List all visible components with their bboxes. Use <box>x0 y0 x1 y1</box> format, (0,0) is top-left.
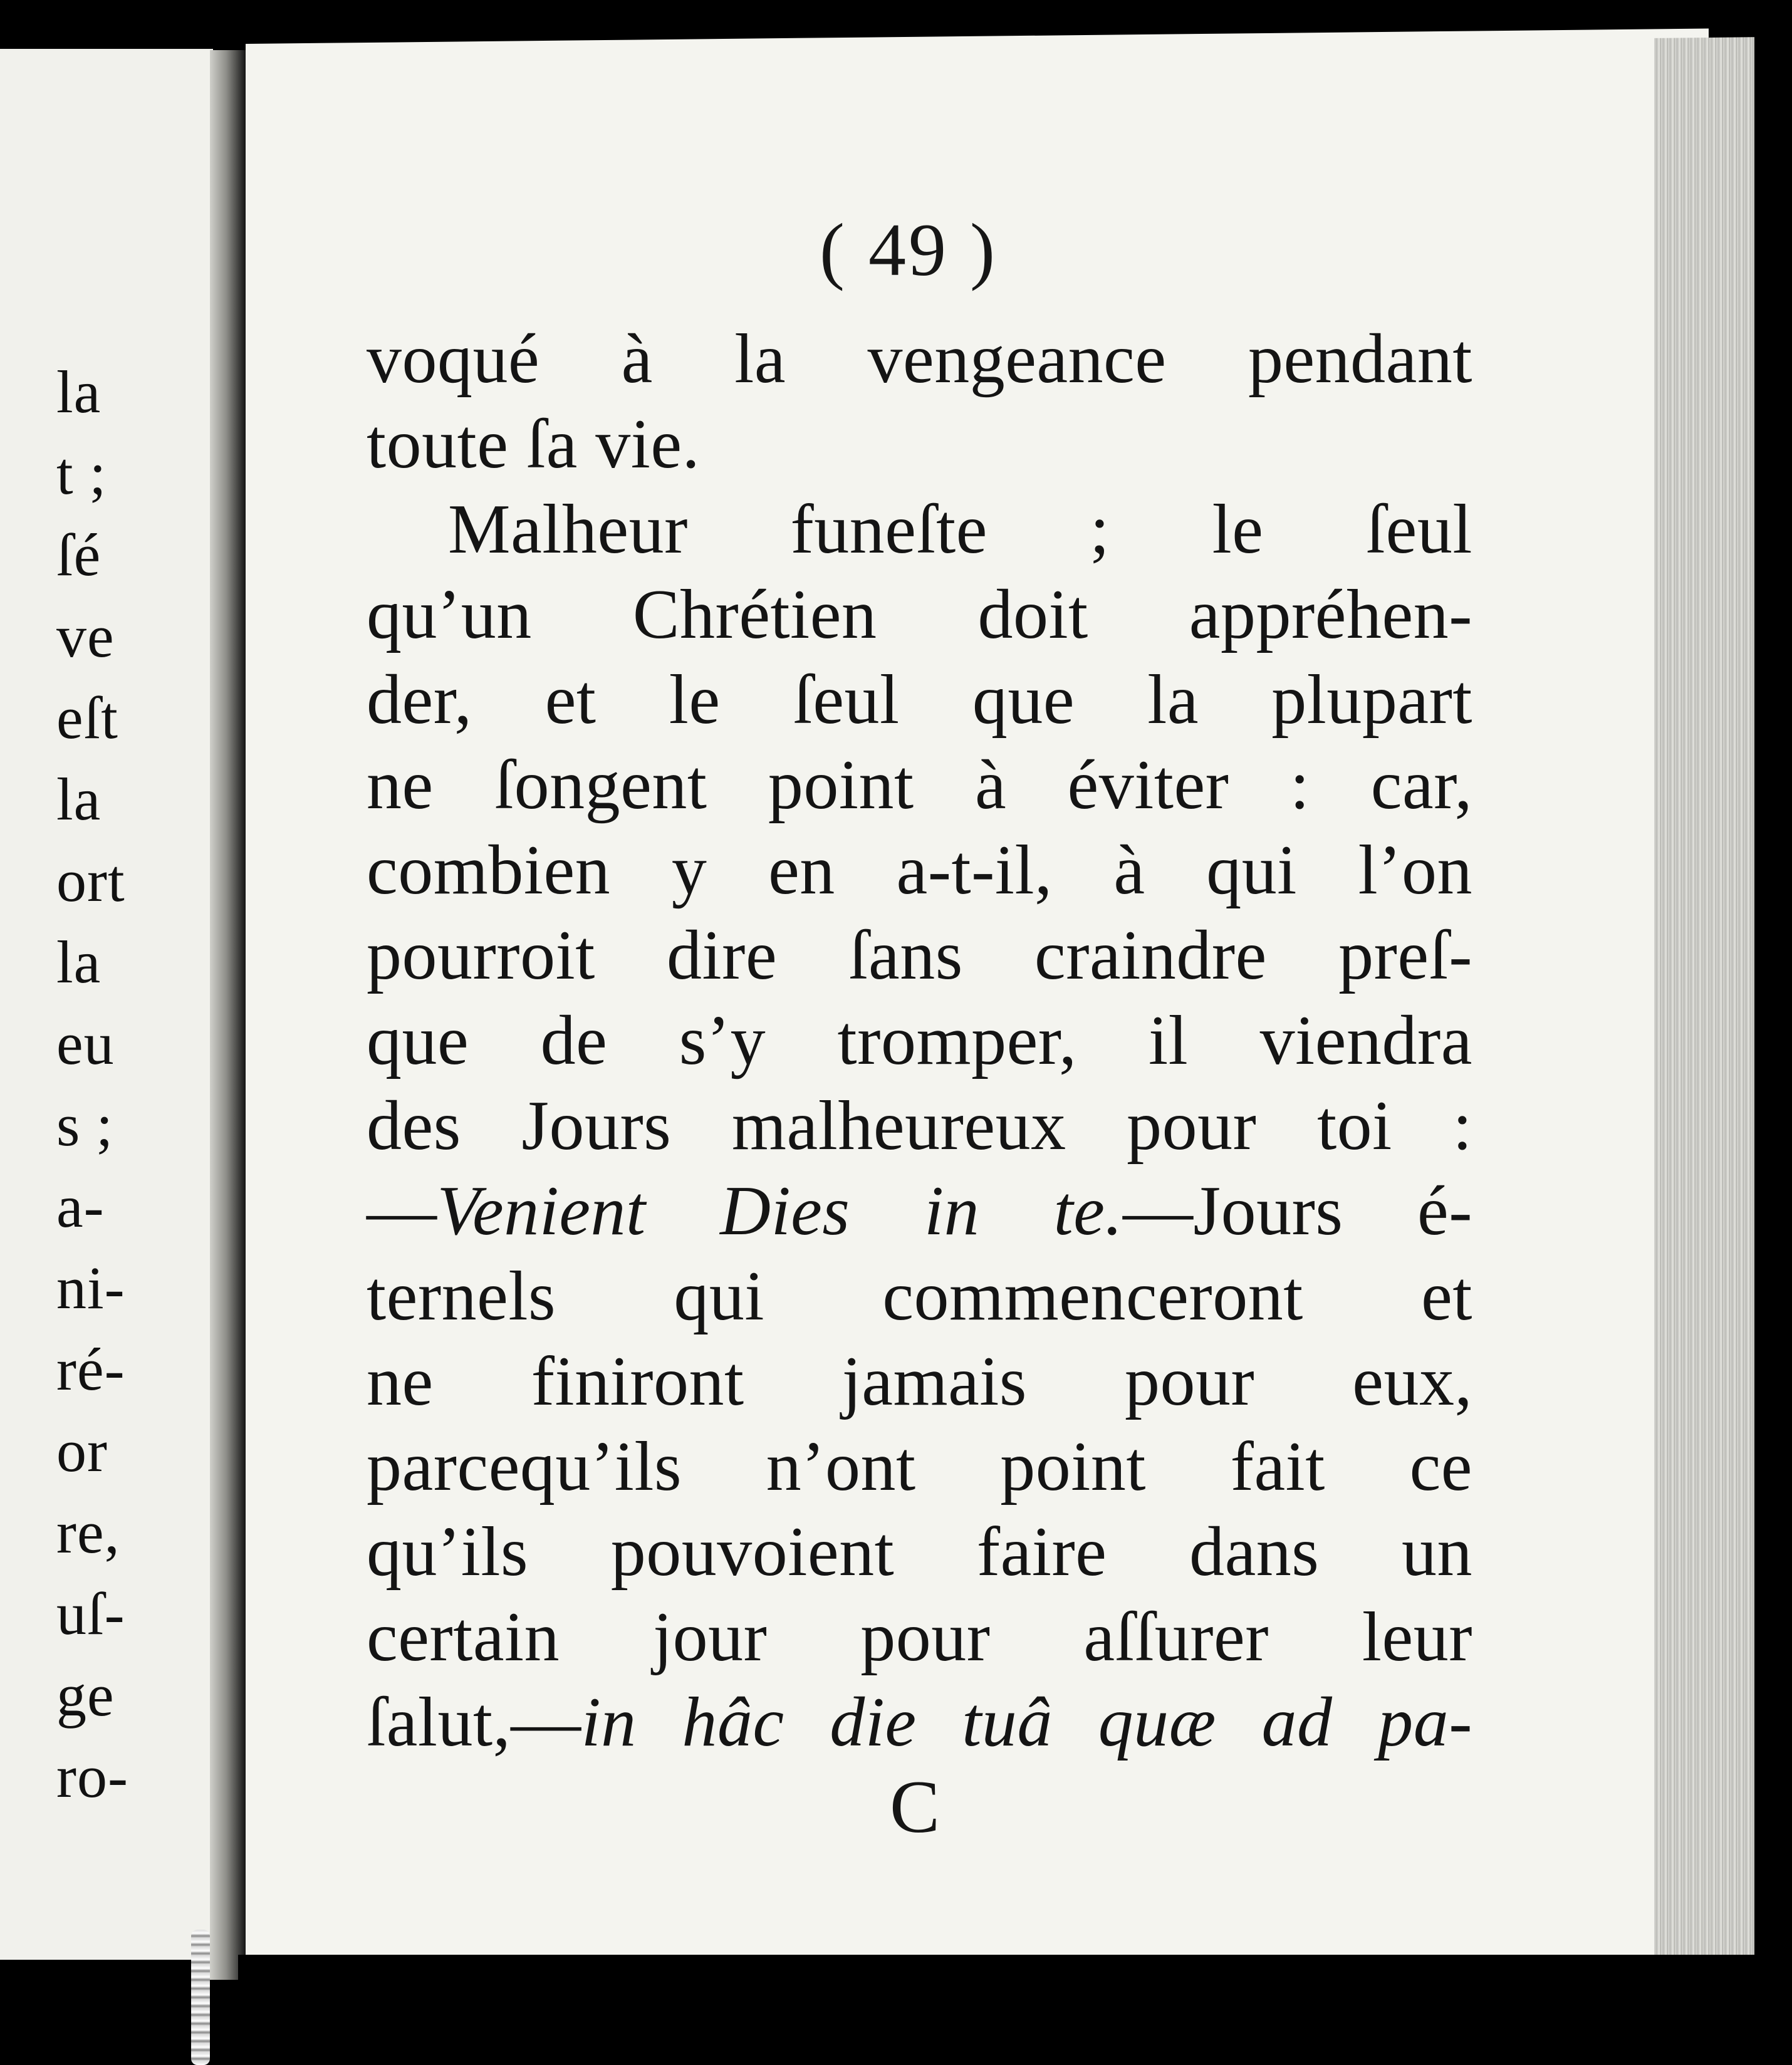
bottom-background <box>238 1955 1792 2065</box>
text-segment: —Jours é- <box>1122 1172 1472 1250</box>
book-gutter <box>210 50 246 1980</box>
text-segment: ne finiront jamais pour eux, <box>367 1343 1472 1420</box>
text-segment: der, et le ſeul que la plupart <box>367 661 1472 739</box>
text-line <box>367 657 1472 742</box>
page-edges <box>1654 37 1761 2012</box>
left-page-fragment: s ; <box>56 1091 114 1158</box>
text-segment: toute ſa vie. <box>367 405 701 483</box>
left-page-fragment: la <box>56 766 102 833</box>
text-line <box>367 1339 1472 1424</box>
text-segment: parcequ’ils n’ont point fait ce <box>367 1428 1472 1506</box>
left-page-fragment: re, <box>56 1499 120 1566</box>
left-page-fragment: uſ- <box>56 1580 125 1647</box>
left-page-fragment: ro- <box>56 1743 128 1810</box>
text-line <box>367 1594 1472 1680</box>
text-line <box>367 1254 1472 1339</box>
italic-segment: in hâc die tuâ quæ ad pa- <box>581 1683 1472 1761</box>
text-segment: voqué à la vengeance pendant <box>367 320 1472 398</box>
text-line <box>367 828 1472 913</box>
italic-segment: Venient Dies in te. <box>437 1172 1123 1250</box>
text-segment: des Jours malheureux pour toi : <box>367 1087 1472 1165</box>
text-segment: qu’ils pouvoient faire dans un <box>367 1513 1472 1591</box>
text-line <box>367 913 1472 998</box>
left-page-fragment: ré- <box>56 1336 125 1403</box>
left-page-fragment: t ; <box>56 440 107 507</box>
right-background <box>1754 0 1792 2065</box>
printer-signature-mark: C <box>890 1765 940 1848</box>
left-page-fragment: la <box>56 358 102 425</box>
left-page-fragment: ge <box>56 1662 115 1729</box>
left-page-fragment: eſt <box>56 684 118 751</box>
text-line <box>367 487 1472 572</box>
text-segment: que de s’y tromper, il viendra <box>367 1002 1472 1079</box>
text-segment: qu’un Chrétien doit appréhen- <box>367 576 1472 653</box>
text-segment: Malheur funeſte ; le ſeul <box>448 491 1472 568</box>
left-page-fragment: ni- <box>56 1254 125 1321</box>
text-line <box>367 1509 1472 1594</box>
left-page-fragment: ort <box>56 847 125 914</box>
text-line <box>367 402 1472 487</box>
text-segment: ternels qui commenceront et <box>367 1257 1472 1335</box>
text-line <box>367 998 1472 1083</box>
text-segment: certain jour pour aſſurer leur <box>367 1598 1472 1676</box>
text-line <box>367 1424 1472 1509</box>
left-page-fragment: eu <box>56 1010 115 1077</box>
text-segment: — <box>367 1172 437 1250</box>
body-text <box>367 316 1472 1765</box>
left-page-fragment: or <box>56 1417 108 1484</box>
text-line <box>367 572 1472 657</box>
text-line <box>367 316 1472 402</box>
binding-thread <box>191 1930 210 2065</box>
text-segment: combien y en a-t-il, à qui l’on <box>367 831 1472 909</box>
text-line <box>367 1083 1472 1168</box>
left-page-fragment: ſé <box>56 521 102 588</box>
left-page-text-fragments <box>0 49 213 1960</box>
text-segment: ſalut,— <box>367 1683 581 1761</box>
text-line <box>367 1680 1472 1765</box>
text-line <box>367 1168 1472 1254</box>
text-line <box>367 742 1472 828</box>
left-page-fragment: la <box>56 928 102 996</box>
left-facing-page <box>0 49 213 1960</box>
left-page-fragment: a- <box>56 1173 105 1240</box>
text-segment: ne ſongent point à éviter : car, <box>367 746 1472 824</box>
page-number: ( 49 ) <box>820 208 998 291</box>
left-page-fragment: ve <box>56 603 115 670</box>
text-segment: pourroit dire ſans craindre preſ- <box>367 917 1472 994</box>
